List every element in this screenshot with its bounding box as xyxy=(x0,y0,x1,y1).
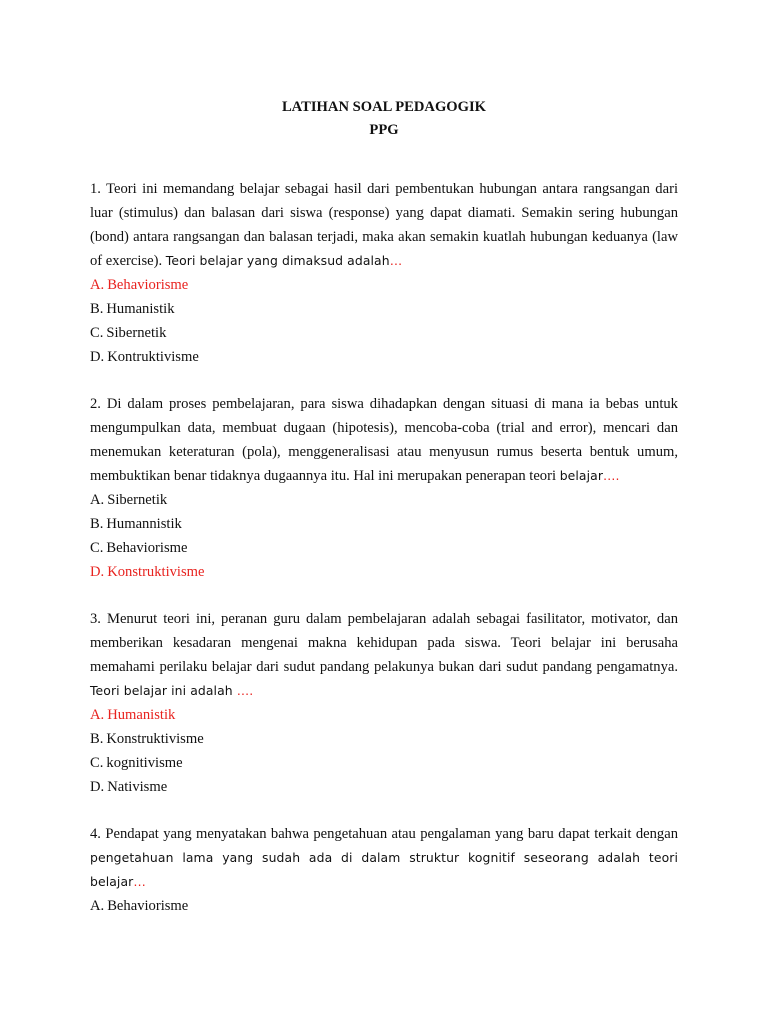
title-line-2: PPG xyxy=(369,122,399,138)
stem-text: Di dalam proses pembelajaran, para siswa dihadapkan dengan situasi di mana ia bebas untuk mengumpulkan data, membuat dugaan (hipotesis), mencoba-coba (trial and error), mencari dan menemukan keteraturan (pola), menggeneralisasi atau menyusun rumus beserta bentuk umum, membuktikan benar tidaknya dugaannya itu. Hal ini merupakan penerapan teori xyxy=(90,396,678,484)
question-stem xyxy=(90,392,678,488)
option-text: Humannistik xyxy=(106,516,182,532)
option-text: Humanistik xyxy=(106,301,175,317)
document-title xyxy=(90,96,678,142)
option-text: Behaviorisme xyxy=(107,277,189,293)
stem-ellipsis: …. xyxy=(603,468,620,483)
question-number: 4. xyxy=(90,826,101,842)
option-c[interactable] xyxy=(90,321,678,345)
option-b[interactable] xyxy=(90,727,678,751)
question-1 xyxy=(90,177,678,369)
option-text: Nativisme xyxy=(107,779,168,795)
option-text: Kontruktivisme xyxy=(107,349,199,365)
option-a[interactable] xyxy=(90,273,678,297)
option-c[interactable] xyxy=(90,536,678,560)
option-a[interactable] xyxy=(90,894,678,918)
option-a[interactable] xyxy=(90,703,678,727)
stem-tail: pengetahuan lama yang sudah ada di dalam struktur kognitif seseorang adalah teori belajar xyxy=(90,850,678,889)
stem-text: Pendapat yang menyatakan bahwa pengetahuan atau pengalaman yang baru dapat terkait dengan xyxy=(105,826,678,842)
option-letter: D. xyxy=(90,349,105,365)
stem-tail: Teori belajar ini adalah xyxy=(90,683,233,698)
option-list xyxy=(90,703,678,799)
stem-tail: Teori belajar yang dimaksud adalah xyxy=(165,253,390,268)
question-2 xyxy=(90,392,678,584)
question-number: 3. xyxy=(90,611,101,627)
option-c[interactable] xyxy=(90,751,678,775)
option-text: Sibernetik xyxy=(106,325,167,341)
option-list xyxy=(90,894,678,918)
option-letter: B. xyxy=(90,516,104,532)
title-line-1: LATIHAN SOAL PEDAGOGIK xyxy=(281,99,487,115)
question-4 xyxy=(90,822,678,918)
stem-ellipsis: …. xyxy=(232,683,254,698)
question-stem xyxy=(90,822,678,894)
question-stem xyxy=(90,177,678,273)
question-3 xyxy=(90,607,678,799)
option-text: Behaviorisme xyxy=(107,898,189,914)
option-list xyxy=(90,273,678,369)
option-d[interactable] xyxy=(90,560,678,584)
stem-text: Menurut teori ini, peranan guru dalam pembelajaran adalah sebagai fasilitator, motivator, dan memberikan kesadaran mengenai makna kehidupan pada siswa. Teori belajar ini berusaha memahami perilaku belajar dari sudut pandang pelakunya bukan dari sudut pandang pengamatnya. xyxy=(90,611,678,675)
option-letter: D. xyxy=(90,779,105,795)
question-stem xyxy=(90,607,678,703)
option-text: Humanistik xyxy=(107,707,176,723)
option-letter: C. xyxy=(90,540,104,556)
option-text: Sibernetik xyxy=(107,492,168,508)
document-page xyxy=(90,96,678,941)
option-text: Behaviorisme xyxy=(106,540,188,556)
option-letter: C. xyxy=(90,325,104,341)
option-list xyxy=(90,488,678,584)
option-b[interactable] xyxy=(90,297,678,321)
option-b[interactable] xyxy=(90,512,678,536)
stem-tail: belajar xyxy=(559,468,604,483)
option-letter: A. xyxy=(90,277,105,293)
option-letter: A. xyxy=(90,492,105,508)
option-d[interactable] xyxy=(90,345,678,369)
option-text: Konstruktivisme xyxy=(107,564,205,580)
stem-ellipsis: … xyxy=(389,253,403,268)
option-letter: D. xyxy=(90,564,105,580)
option-letter: A. xyxy=(90,707,105,723)
question-number: 1. xyxy=(90,181,101,197)
option-d[interactable] xyxy=(90,775,678,799)
option-text: Konstruktivisme xyxy=(106,731,204,747)
stem-ellipsis: … xyxy=(133,874,146,889)
stem-text: Teori ini memandang belajar sebagai hasil dari pembentukan hubungan antara rangsangan dari luar (stimulus) dan balasan dari siswa (response) yang dapat diamati. Semakin sering hubungan (bond) antara rangsangan dan balasan terjadi, maka akan semakin kuatlah hubungan keduanya (law of exercise). xyxy=(90,181,678,269)
question-number: 2. xyxy=(90,396,101,412)
option-a[interactable] xyxy=(90,488,678,512)
option-letter: B. xyxy=(90,731,104,747)
option-text: kognitivisme xyxy=(106,755,183,771)
option-letter: B. xyxy=(90,301,104,317)
option-letter: C. xyxy=(90,755,104,771)
option-letter: A. xyxy=(90,898,105,914)
